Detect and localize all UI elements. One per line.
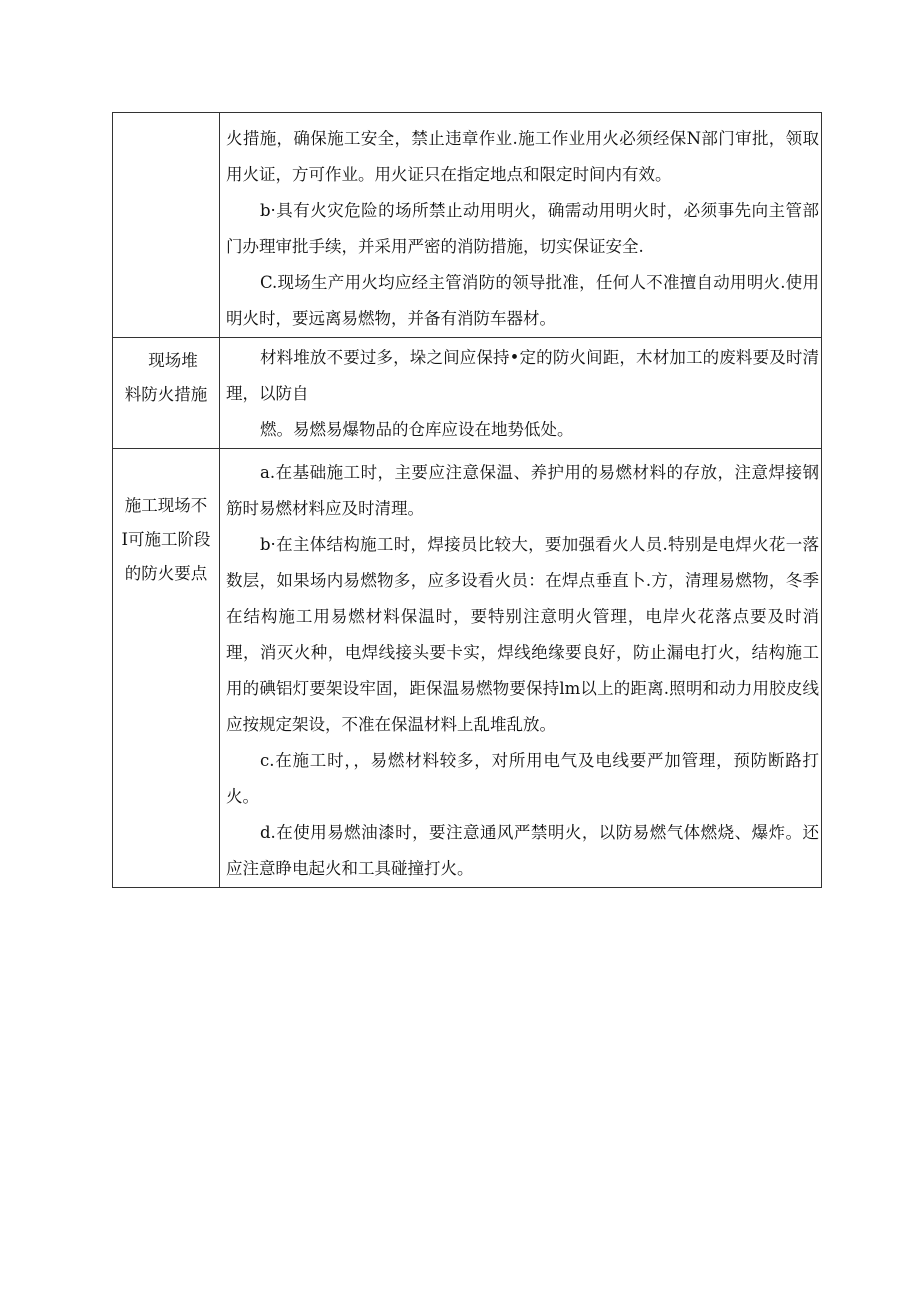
row-2-content-cell	[220, 338, 822, 449]
row-1-paragraph-3: C.现场生产用火均应经主管消防的领导批准，任何人不准擅自动用明火.使用明火时，要远离易燃物，并备有消防车器材。	[226, 273, 819, 328]
row-1-label-cell	[113, 113, 220, 338]
table-row-2	[113, 338, 822, 449]
row-3-paragraph-4: d.在使用易燃油漆时，要注意通风严禁明火，以防易燃气体燃烧、爆炸。还应注意睁电起火和工具碰撞打火。	[226, 823, 819, 878]
row-3-label-line-3: 的防火要点	[124, 564, 208, 583]
row-2-paragraph-1: 材料堆放不要过多，垛之间应保持•定的防火间距，木材加工的废料要及时清理，以防自	[226, 348, 819, 403]
table-row-1	[113, 113, 822, 338]
row-2-label-line-2: 料防火措施	[124, 385, 208, 404]
row-3-label-cell	[113, 449, 220, 888]
row-1-paragraph-1: 火措施，确保施工安全，禁止违章作业.施工作业用火必须经保N部门审批，领取用火证，方可作业。用火证只在指定地点和限定时间内有效。	[226, 129, 819, 184]
row-3-label-line-2: I可施工阶段	[121, 530, 211, 549]
row-3-paragraph-3: c.在施工时，，易燃材料较多，对所用电气及电线要严加管理，预防断路打火。	[226, 751, 819, 806]
row-2-label-cell	[113, 338, 220, 449]
row-2-paragraph-2: 燃。易燃易爆物品的仓库应设在地势低处。	[260, 420, 574, 439]
table-row-3	[113, 449, 822, 888]
row-3-content-cell	[220, 449, 822, 888]
row-1-paragraph-2: b·具有火灾危险的场所禁止动用明火，确需动用明火时，必须事先向主管部门办理审批手续，并采用严密的消防措施，切实保证安全.	[226, 201, 819, 256]
row-1-content-cell	[220, 113, 822, 338]
fire-safety-table	[112, 112, 822, 888]
row-3-label-line-1: 施工现场不	[124, 496, 208, 515]
row-2-label-line-1: 现场堆	[148, 351, 198, 370]
row-3-paragraph-1: a.在基础施工时，主要应注意保温、养护用的易燃材料的存放，注意焊接钢筋时易燃材料应及时清理。	[226, 463, 819, 518]
row-3-paragraph-2: b·在主体结构施工时，焊接员比较大，要加强看火人员.特别是电焊火花一落数层，如果场内易燃物多，应多设看火员：在焊点垂直卜.方，清理易燃物，冬季在结构施工用易燃材料保温时，要特别注意明火管理，电岸火花落点要及时消理，消灭火种，电焊线接头要卡实，焊线绝缘要良好，防止漏电打火，结构施工用的碘铝灯要架设牢固，距保温易燃物要保持lm以上的距离.照明和动力用胶皮线应按规定架设，不准在保温材料上乱堆乱放。	[226, 535, 819, 734]
